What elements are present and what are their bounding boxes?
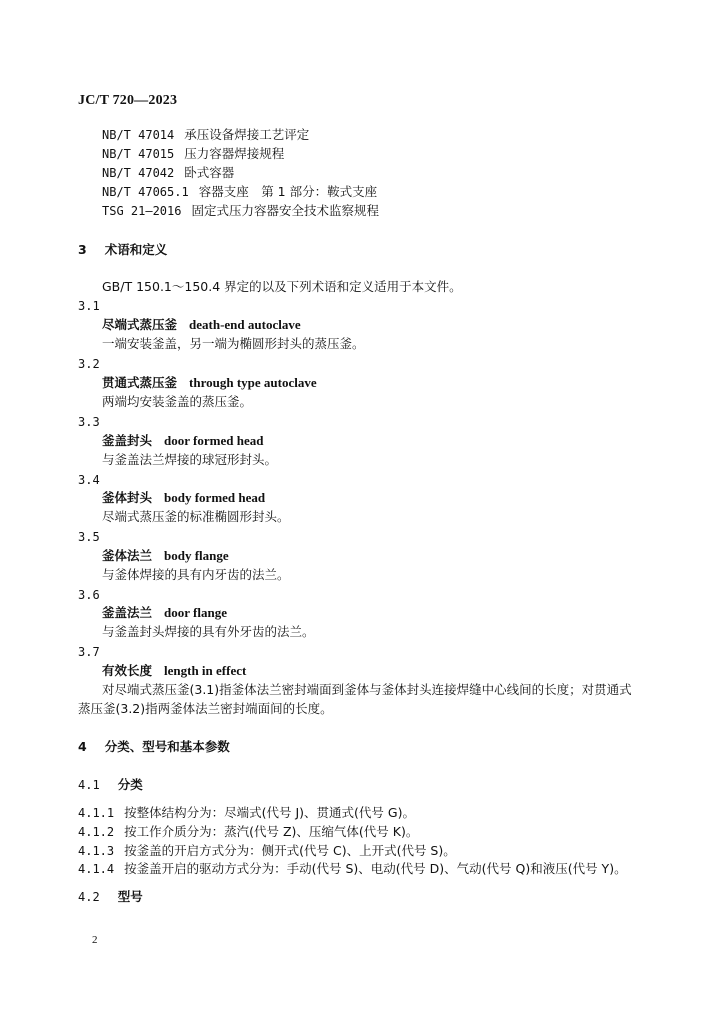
term-en: door flange [164, 605, 227, 620]
term-zh: 釜盖法兰 [102, 605, 153, 620]
section-intro: GB/T 150.1～150.4 界定的以及下列术语和定义适用于本文件。 [102, 279, 462, 294]
clause-item [78, 805, 415, 821]
term-heading [102, 490, 265, 506]
clause-text: 按釜盖的开启方式分为：侧开式(代号 C)、上开式(代号 S)。 [124, 843, 456, 858]
subsection-heading [78, 889, 143, 905]
term-number: 3.1 [78, 299, 100, 313]
section-heading [78, 242, 167, 258]
term-heading [102, 433, 263, 449]
page-number: 2 [92, 934, 98, 946]
term-definition: 与釜盖封头焊接的具有外牙齿的法兰。 [102, 624, 315, 639]
term-en: body formed head [164, 490, 266, 505]
clause-number: 4.1.4 [78, 862, 115, 876]
section-title: 分类、型号和基本参数 [104, 739, 230, 754]
term-zh: 贯通式蒸压釜 [102, 375, 178, 390]
term-definition: 与釜盖法兰焊接的球冠形封头。 [102, 452, 278, 467]
reference-title: 容器支座 第 1 部分：鞍式支座 [198, 184, 378, 199]
term-zh: 有效长度 [102, 663, 153, 678]
subsection-title: 分类 [117, 777, 143, 792]
document-code-header: JC/T 720—2023 [78, 93, 178, 108]
clause-text: 按釜盖开启的驱动方式分为：手动(代号 S)、电动(代号 D)、气动(代号 Q)和液压(代号 Y)。 [124, 861, 627, 876]
term-zh: 釜盖封头 [102, 433, 153, 448]
term-definition-line: 蒸压釜(3.2)指两釜体法兰密封端面间的长度。 [78, 701, 333, 716]
subsection-number: 4.1 [78, 778, 100, 792]
reference-code: NB/T 47015 [102, 147, 175, 161]
term-definition: 与釜体焊接的具有内牙齿的法兰。 [102, 567, 290, 582]
term-heading [102, 317, 301, 333]
term-number: 3.5 [78, 530, 100, 544]
term-definition: 两端均安装釜盖的蒸压釜。 [102, 394, 253, 409]
term-heading [102, 605, 227, 621]
reference-title: 卧式容器 [184, 165, 235, 180]
section-number: 3 [78, 242, 87, 257]
clause-item [78, 843, 456, 859]
term-zh: 釜体封头 [102, 490, 153, 505]
reference-code: NB/T 47014 [102, 128, 175, 142]
reference-item [102, 127, 309, 143]
clause-text: 按整体结构分为：尽端式(代号 J)、贯通式(代号 G)。 [124, 805, 415, 820]
clause-number: 4.1.1 [78, 806, 115, 820]
section-title: 术语和定义 [104, 242, 168, 257]
term-number: 3.7 [78, 645, 100, 659]
term-definition: 一端安装釜盖，另一端为椭圆形封头的蒸压釜。 [102, 336, 365, 351]
term-en: length in effect [164, 663, 247, 678]
clause-item [78, 861, 627, 877]
term-number: 3.6 [78, 588, 100, 602]
clause-text: 按工作介质分为：蒸汽(代号 Z)、压缩气体(代号 K)。 [124, 824, 419, 839]
term-en: death-end autoclave [189, 317, 301, 332]
term-number: 3.2 [78, 357, 100, 371]
reference-item [102, 146, 284, 162]
clause-number: 4.1.2 [78, 825, 115, 839]
term-definition-line: 对尽端式蒸压釜(3.1)指釜体法兰密封端面到釜体与釜体封头连接焊缝中心线间的长度；对贯通式 [102, 682, 632, 697]
reference-code: NB/T 47042 [102, 166, 175, 180]
section-number: 4 [78, 739, 87, 754]
clause-number: 4.1.3 [78, 844, 115, 858]
term-zh: 尽端式蒸压釜 [102, 317, 178, 332]
term-heading [102, 375, 317, 391]
term-heading [102, 548, 229, 564]
clause-item [78, 824, 418, 840]
term-number: 3.4 [78, 473, 100, 487]
reference-title: 压力容器焊接规程 [184, 146, 285, 161]
subsection-title: 型号 [117, 889, 143, 904]
reference-item [102, 203, 379, 219]
reference-title: 承压设备焊接工艺评定 [184, 127, 310, 142]
term-en: body flange [164, 548, 229, 563]
subsection-number: 4.2 [78, 890, 100, 904]
reference-code: TSG 21—2016 [102, 204, 182, 218]
term-number: 3.3 [78, 415, 100, 429]
section-heading [78, 739, 230, 755]
reference-item [102, 165, 234, 181]
reference-code: NB/T 47065.1 [102, 185, 189, 199]
reference-title: 固定式压力容器安全技术监察规程 [191, 203, 379, 218]
term-en: door formed head [164, 433, 264, 448]
subsection-heading [78, 777, 143, 793]
term-en: through type autoclave [189, 375, 317, 390]
reference-item [102, 184, 377, 200]
term-heading [102, 663, 246, 679]
term-zh: 釜体法兰 [102, 548, 153, 563]
term-definition: 尽端式蒸压釜的标准椭圆形封头。 [102, 509, 290, 524]
